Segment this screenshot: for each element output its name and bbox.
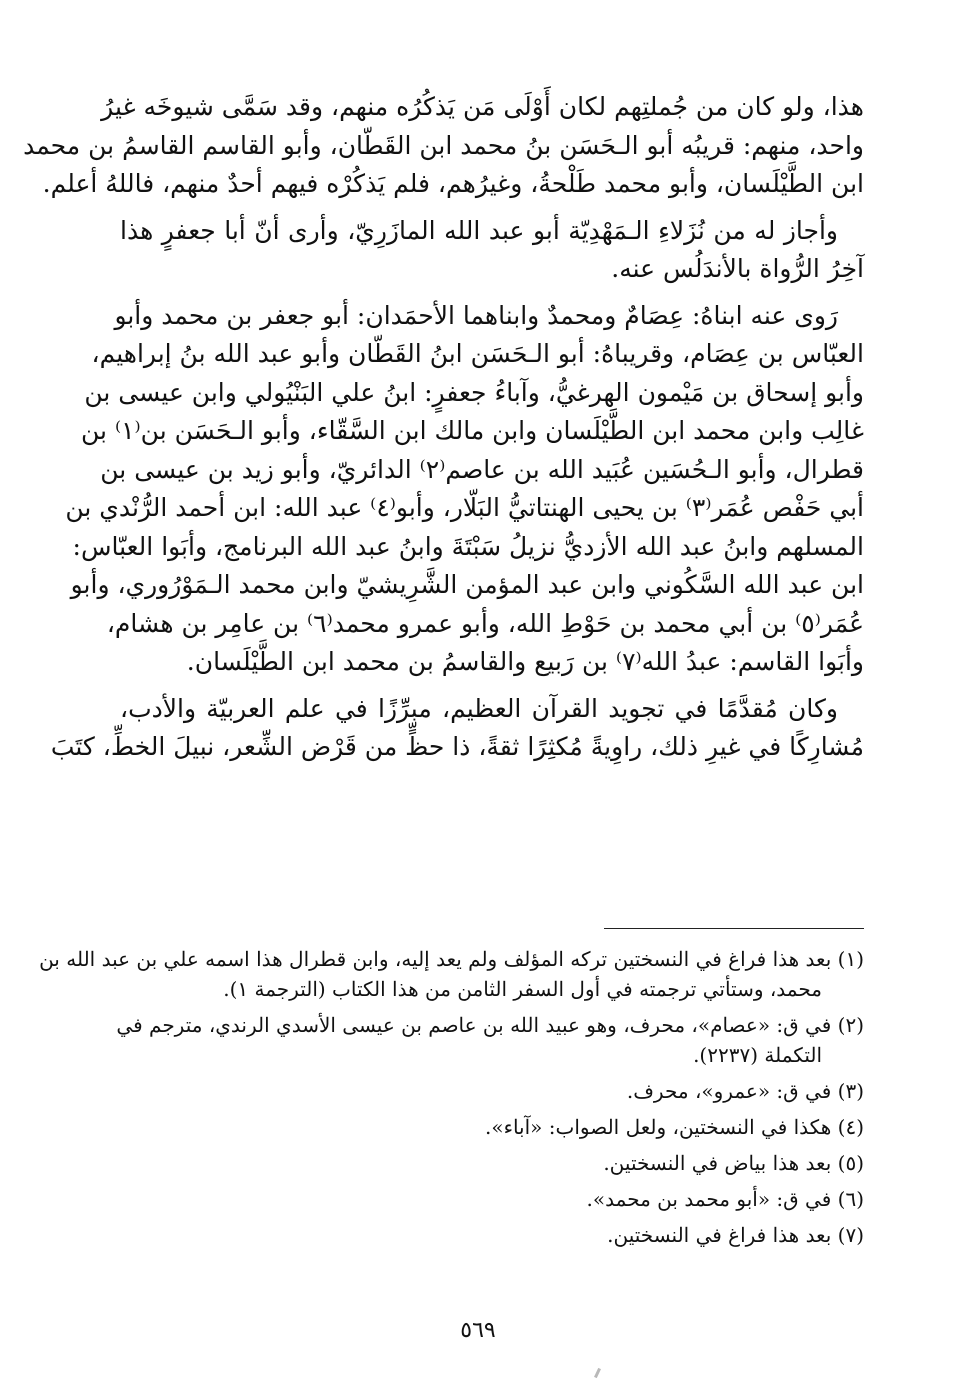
text-line: واحد، منهم: قريبُه أبو الـحَسَن بنُ محمد ابن القَطّان، وأبو القاسم القاسمُ بن محمد	[23, 130, 864, 160]
text-line: غالِب وابن محمد ابن الطَّيْلَسان وابن مالك ابن السَّقّاء، وأبو الـحَسَن بن⁽١⁾ بن	[81, 416, 864, 445]
footnote-line: (٤) هكذا في النسختين، ولعل الصواب: «آباء».	[484, 1115, 864, 1139]
footnote-line: (٥) بعد هذا بياض في النسختين.	[603, 1151, 864, 1175]
footnote-line: (٦) في ق: «أبو محمد بن محمد».	[586, 1187, 864, 1211]
footnote-line: (٧) بعد هذا فراغ في النسختين.	[607, 1223, 864, 1247]
text-line: رَوى عنه ابناهُ: عِصَامٌ ومحمدٌ وابناهما الأحمَدان: أبو جعفر بن محمد وأبو	[114, 300, 838, 330]
text-line: ابن عبد الله السَّكُوني وابن عبد المؤمن الشَّرِيشيّ وابن محمد الـمَوْرُوري، وأبو	[70, 570, 864, 599]
footnote-line: (٢) في ق: «عصام»، محرف، وهو عبيد الله بن عاصم بن عيسى الأسدي الرندي، مترجم في	[116, 1013, 864, 1037]
text-line: وكان مُقدَّمًا في تجويد القرآن العظيم، مبرِّزًا في علم العربيّة والأدب،	[120, 693, 838, 723]
text-line: قطرال، وأبو الـحُسَين عُبَيد الله بن عاصم⁽٢⁾ الدائريّ، وأبو زيد بن عيسى بن	[100, 454, 864, 484]
text-line: عُمَر⁽٥⁾ بن أبي محمد بن حَوْطِ الله، وأبو عمرو محمد⁽٦⁾ بن عامِر بن هشام،	[106, 608, 864, 638]
footnote-line: (١) بعد هذا فراغ في النسختين تركه المؤلف ولم يعد إليه، وابن قطرال هذا اسمه علي بن عبد الله بن	[39, 947, 864, 971]
text-line: ابن الطَّيْلَسان، وأبو محمد طَلْحةُ، وغيرُهم، فلم يَذكُرْه فيهم أحدٌ منهم، فاللهُ أعلم.	[42, 169, 864, 198]
text-line: المسلهم وابنُ عبد الله الأزديُّ نزيلُ سَبْتَةَ وابنُ عبد الله البرنامج، وأبَوا العبّاس:	[72, 531, 864, 561]
text-line: مُشارِكًا في غيرِ ذلك، راوِيةً مُكثِرًا ثقةً، ذا حظٍّ من قَرْض الشِّعر، نبيلَ الخطِّ، كتَبَ	[50, 732, 864, 761]
page-number: ٥٦٩	[460, 1318, 496, 1343]
scan-speck	[594, 1368, 601, 1378]
footnote-line: (٣) في ق: «عمرو»، محرف.	[626, 1079, 864, 1103]
text-line: هذا، ولو كان من جُملتِهم لكان أَوْلَى مَن يَذكُرُه منهم، وقد سَمَّى شيوخَه غيرُ	[101, 92, 864, 121]
text-line: وأبو إسحاق بن مَيْمون الهرغيُّ، وآباءُ جعفرٍ: ابنُ علي البَنْيُولي وابن عيسى بن	[84, 377, 864, 407]
text-line: وأبَوا القاسم: عبدُ الله⁽٧⁾ بن رَبيع والقاسمُ بن محمد ابن الطَّيْلَسان.	[186, 647, 864, 676]
footnote-line: التكملة (٢٢٣٧).	[693, 1043, 822, 1067]
text-line: العبّاس بن عِصَام، وقريباهُ: أبو الـحَسَن ابنُ القَطّان وأبو عبد الله بنُ إبراهيم،	[91, 339, 864, 368]
main-text	[23, 88, 864, 767]
footnote-separator	[604, 928, 864, 929]
footnotes	[39, 944, 864, 1250]
text-line: وأجاز له من نُزَلاءِ الـمَهْدِيّة أبو عبد الله المازَرِيّ، وأرى أنّ أبا جعفرٍ هذا	[120, 215, 838, 245]
text-line: أبي حَفْص عُمَر⁽٣⁾ بن يحيى الهنتاتيُّ البَلّار، وأبو⁽٤⁾ عبد الله: ابن أحمد الرُّنْدي بن	[65, 493, 864, 522]
text-line: آخِرُ الرُّواة بالأندَلُس عنه.	[611, 254, 864, 283]
footnote-line: محمد، وستأتي ترجمته في أول السفر الثامن من هذا الكتاب (الترجمة ١).	[223, 977, 822, 1001]
